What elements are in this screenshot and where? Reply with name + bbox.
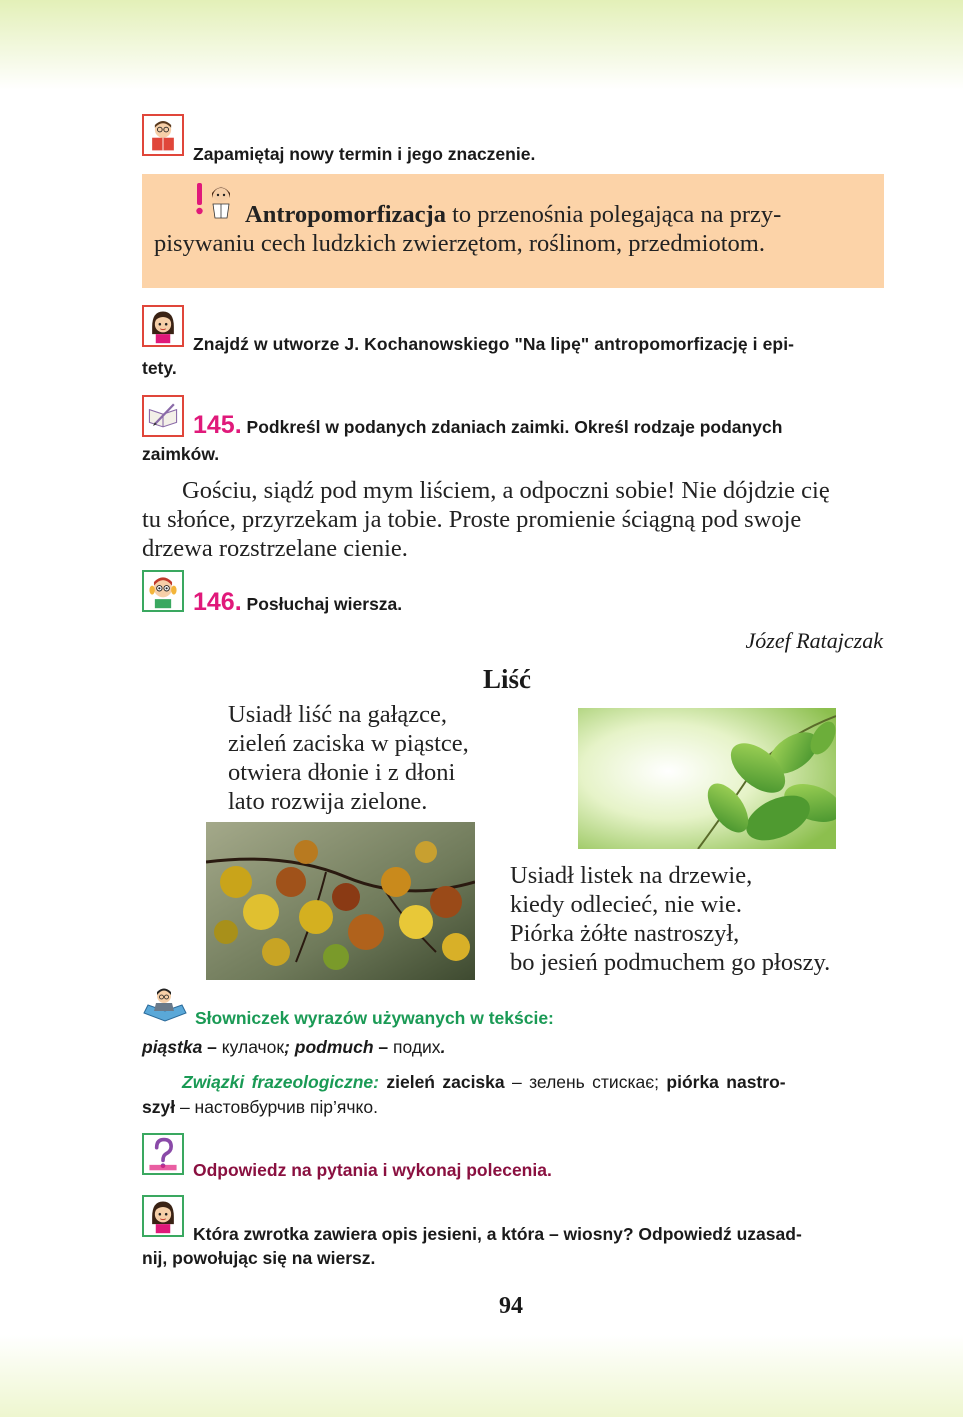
ex145-line-1: Podkreśl w podanych zdaniach zaimki. Określ rodzaje podanych xyxy=(241,417,783,437)
ex146-instruction xyxy=(193,590,402,616)
girl-icon xyxy=(142,305,184,347)
definition-line-1 xyxy=(245,200,781,229)
phrases-label: Związki frazeologiczne: xyxy=(182,1072,379,1092)
glossary-translation: подих xyxy=(393,1037,441,1057)
book-pen-icon xyxy=(142,395,184,437)
answer-instruction: Odpowiedz na pytania i wykonaj polecenia. xyxy=(193,1160,552,1180)
poem-line: Usiadł listek na drzewie, xyxy=(510,862,753,889)
question-line-1: Która zwrotka zawiera opis jesieni, a która – wiosny? Odpowiedź uzasad- xyxy=(193,1224,802,1244)
exclamation-girl-icon xyxy=(193,180,235,220)
poem-line: lato rozwija zielone. xyxy=(228,788,428,815)
phrase-1-translation: – зелень стискає; xyxy=(504,1072,667,1092)
question-mark-icon xyxy=(142,1133,184,1175)
glossary-separator: ; xyxy=(284,1037,295,1057)
ex145-text-3: drzewa rozstrzelane cienie. xyxy=(142,535,408,562)
ex145-instruction xyxy=(193,413,782,439)
poem-line: bo jesień podmuchem go płoszy. xyxy=(510,949,831,976)
page-number: 94 xyxy=(499,1293,523,1319)
glossary-word: podmuch xyxy=(294,1037,374,1057)
find-task-line-2: tety. xyxy=(142,358,177,378)
definition-rest: to przenośnia polegająca na przy- xyxy=(445,201,782,228)
green-leaves-photo xyxy=(578,708,836,849)
poem-line: zieleń zaciska w piąstce, xyxy=(228,730,469,757)
glossary-title: Słowniczek wyrazów używanych w tekście: xyxy=(195,1008,554,1028)
definition-line-2: pisywaniu cech ludzkich zwierzętom, roślinom, przedmiotom. xyxy=(154,230,765,257)
glossary-dash: – xyxy=(202,1037,222,1057)
poem-title: Liść xyxy=(483,664,532,694)
phrase-1: zieleń zaciska xyxy=(386,1072,505,1092)
ex145-text-1: Gościu, siądź pod mym liściem, a odpoczni sobie! Nie dójdzie cię xyxy=(182,477,830,504)
phrase-2-part-2: szył xyxy=(142,1097,176,1117)
definition-term: Antropomorfizacja xyxy=(245,201,446,228)
poem-line: kiedy odlecieć, nie wie. xyxy=(510,891,742,918)
ex146-number: 146. xyxy=(193,588,242,616)
glossary-separator: . xyxy=(440,1037,446,1057)
ex145-line-2: zaimków. xyxy=(142,444,220,464)
question-line-2: nij, powołując się na wiersz. xyxy=(142,1248,376,1268)
ex145-number: 145. xyxy=(193,411,242,439)
poem-stanza-2 xyxy=(510,861,830,977)
glossary-entries xyxy=(142,1037,445,1058)
glossary-word: piąstka xyxy=(142,1037,203,1057)
ex146-text: Posłuchaj wiersza. xyxy=(241,594,403,614)
memo-instruction: Zapamiętaj nowy termin i jego znaczenie. xyxy=(193,144,536,164)
listening-boy-icon xyxy=(142,570,184,612)
phrase-2-part-1: piórka nastro- xyxy=(666,1072,786,1092)
autumn-leaves-photo xyxy=(206,822,475,980)
dictionary-icon xyxy=(142,985,188,1025)
reading-boy-icon xyxy=(142,114,184,156)
ex145-text-2: tu słońce, przyrzekam ja tobie. Proste promienie ściągną pod swoje xyxy=(142,506,802,533)
phrases-line-2 xyxy=(142,1097,378,1118)
girl-icon xyxy=(142,1195,184,1237)
glossary-translation: кулачок xyxy=(221,1037,285,1057)
poem-line: Usiadł liść na gałązce, xyxy=(228,701,448,728)
find-task-line-1: Znajdź w utworze J. Kochanowskiego "Na lipę" antropomorfizację i epi- xyxy=(193,334,795,354)
glossary-dash: – xyxy=(373,1037,393,1057)
phrase-2-translation: – настовбурчив пір’ячко. xyxy=(175,1097,378,1117)
poem-line: otwiera dłonie i z dłoni xyxy=(228,759,456,786)
poem-author: Józef Ratajczak xyxy=(745,628,883,653)
phrases-line-1 xyxy=(182,1072,786,1093)
poem-line: Piórka żółte nastroszył, xyxy=(510,920,740,947)
poem-stanza-1 xyxy=(228,700,469,816)
